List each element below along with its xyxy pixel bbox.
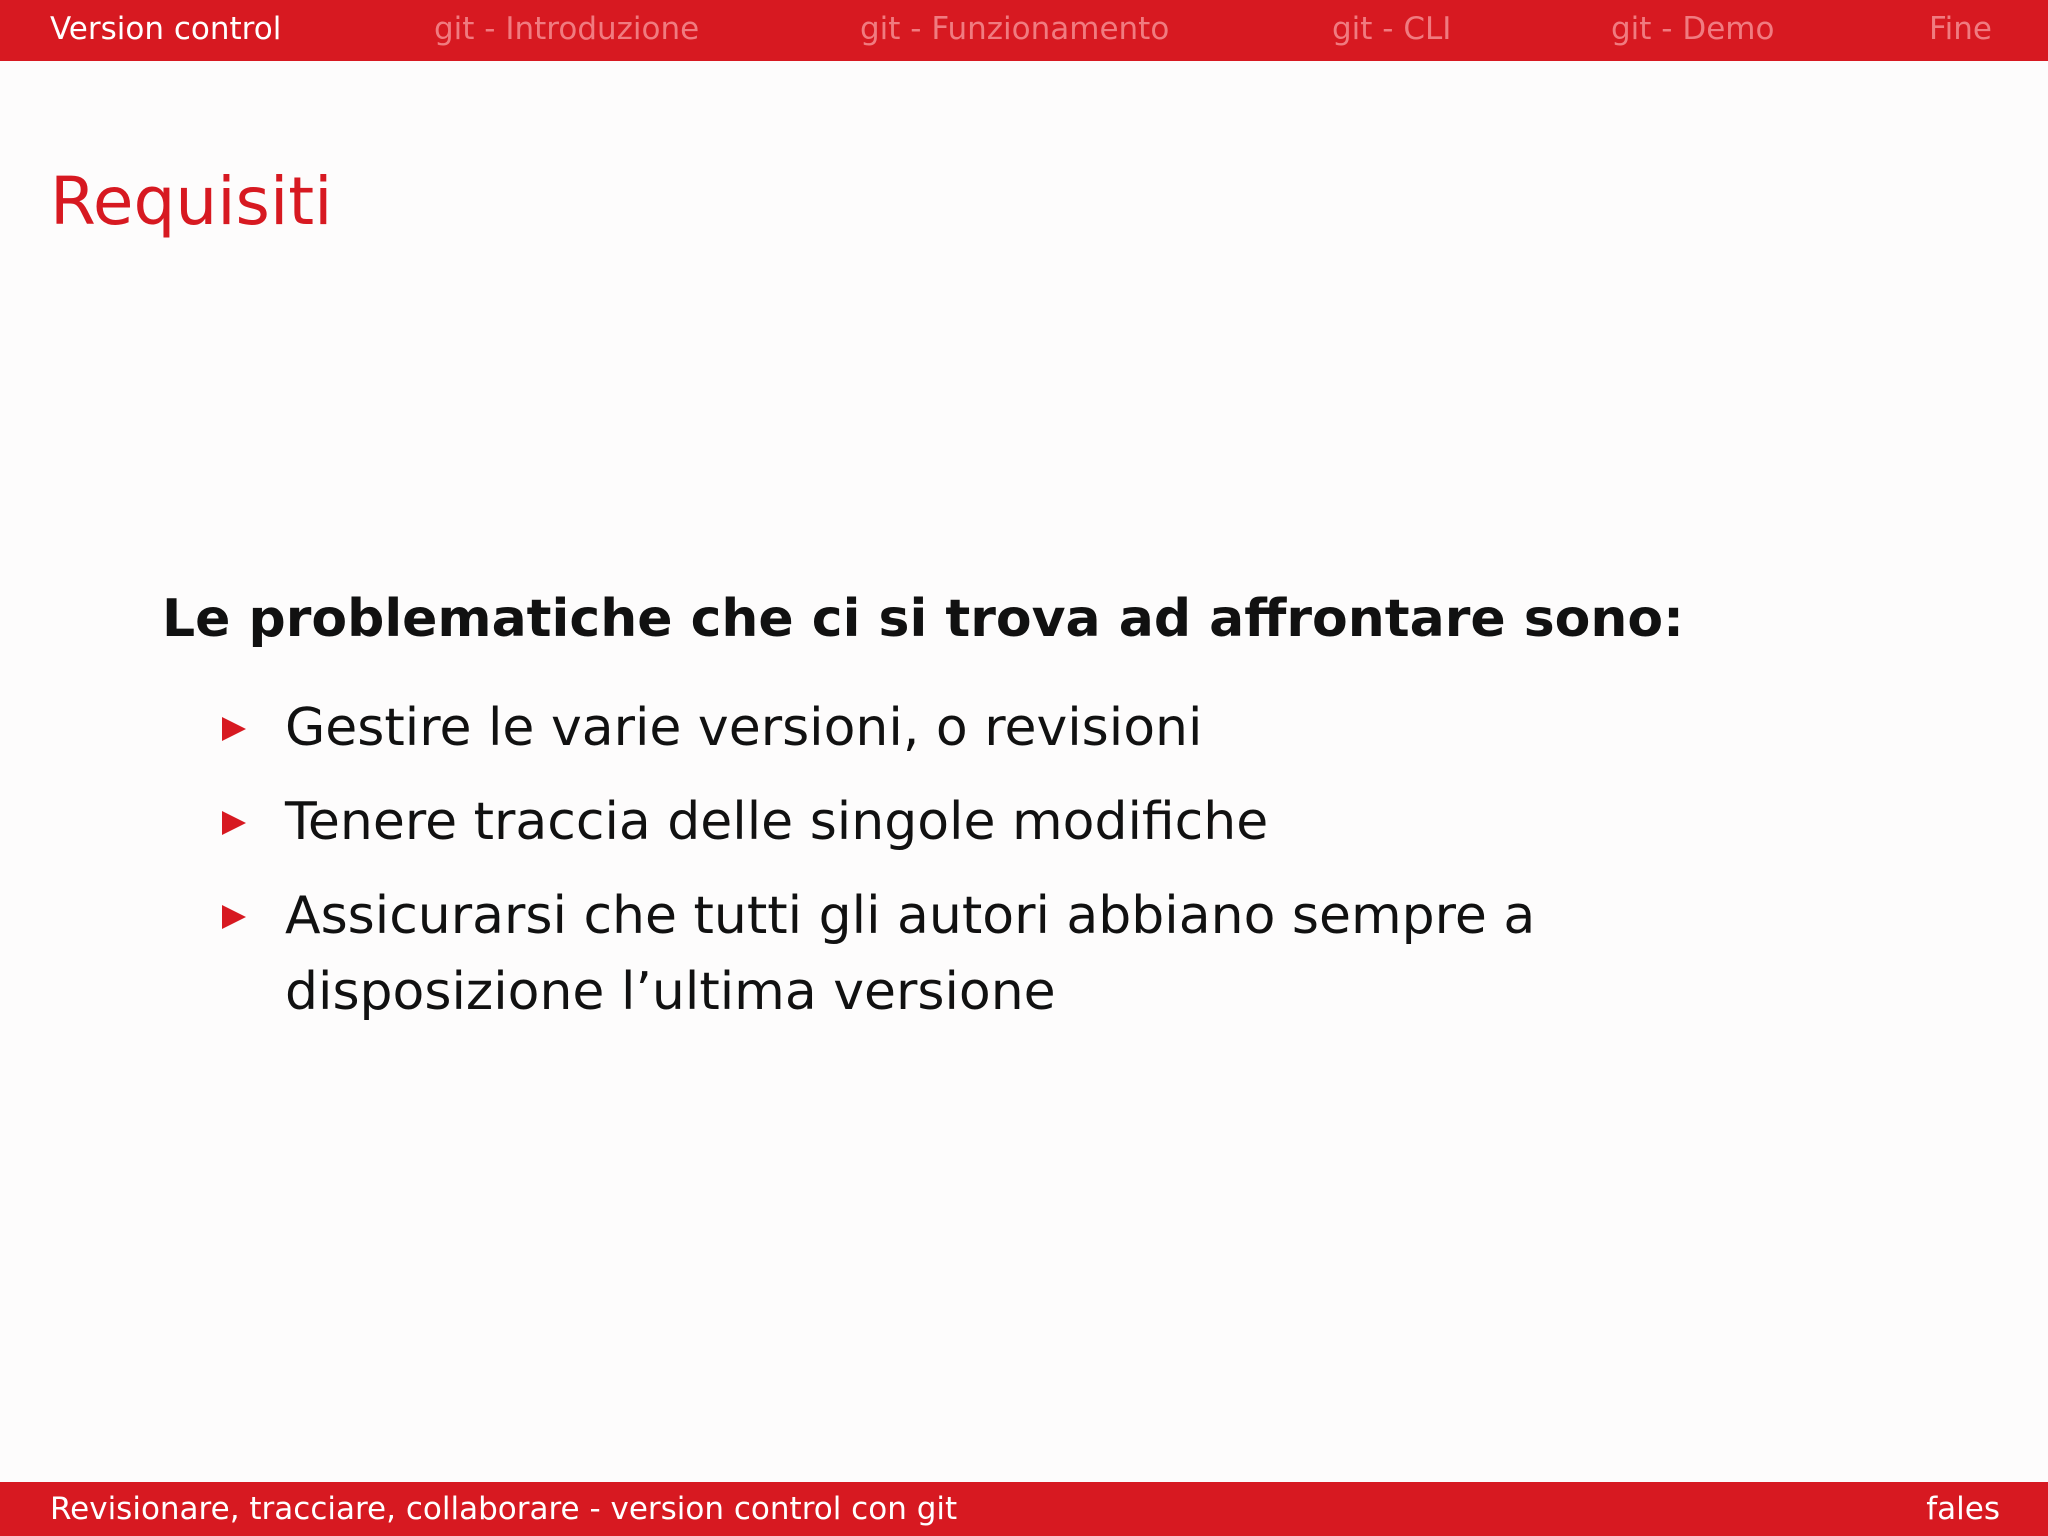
requirements-list [222,690,1862,1048]
footer-presentation-title: Revisionare, tracciare, collaborare - version control con git [50,1491,958,1527]
list-item [222,784,1862,860]
nav-item-git-introduzione[interactable]: git - Introduzione [434,11,700,47]
slide-title: Requisiti [50,163,333,240]
triangle-bullet-icon [222,811,246,835]
intro-text: Le problematiche che ci si trova ad affrontare sono: [162,589,1684,649]
footer-author: fales [1926,1491,2000,1527]
nav-item-git-demo[interactable]: git - Demo [1611,11,1775,47]
nav-item-version-control[interactable]: Version control [50,11,282,47]
nav-item-fine[interactable]: Fine [1929,11,1992,47]
list-item-text: Assicurarsi che tutti gli autori abbiano sempre a disposizione l’ultima versione [285,886,1536,1022]
section-navigation-bar [0,0,2048,61]
list-item-text: Tenere traccia delle singole modifiche [285,792,1269,852]
triangle-bullet-icon [222,905,246,929]
nav-item-git-funzionamento[interactable]: git - Funzionamento [860,11,1170,47]
footer-bar [0,1482,2048,1536]
list-item-text: Gestire le varie versioni, o revisioni [285,698,1203,758]
nav-item-git-cli[interactable]: git - CLI [1332,11,1452,47]
triangle-bullet-icon [222,717,246,741]
list-item [222,878,1862,1030]
list-item [222,690,1862,766]
